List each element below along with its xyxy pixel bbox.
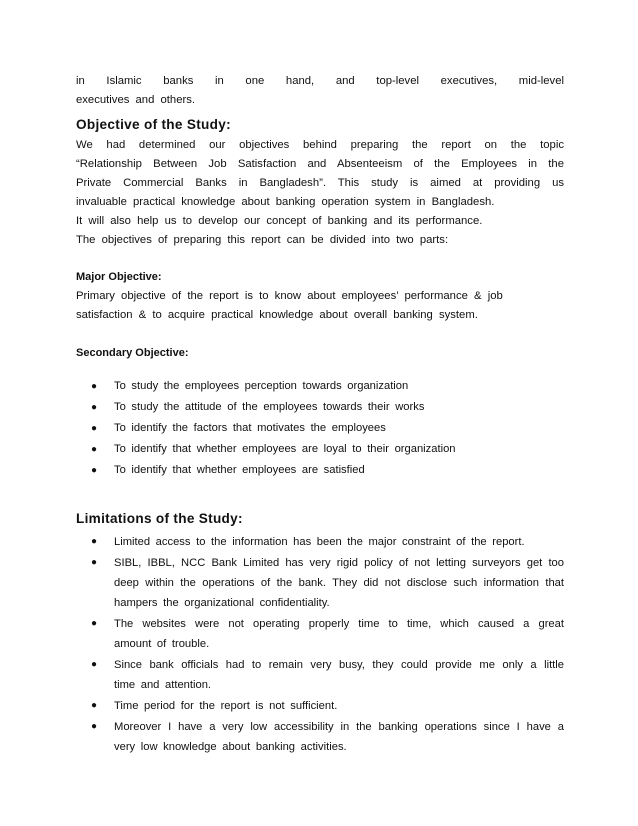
bullet-icon: ● bbox=[91, 659, 98, 670]
list-item-text: Limited access to the information has been the major constraint of the report. bbox=[114, 536, 525, 548]
bullet-icon: ● bbox=[91, 536, 98, 547]
list-item-text: Since bank officials had to remain very busy, they could provide me only a little time and attention. bbox=[114, 659, 564, 691]
list-item bbox=[76, 439, 564, 460]
bullet-icon: ● bbox=[91, 618, 98, 629]
limitations-heading: Limitations of the Study: bbox=[76, 511, 243, 526]
bullet-icon: ● bbox=[91, 721, 98, 732]
list-item bbox=[76, 717, 564, 757]
bullet-icon: ● bbox=[91, 465, 98, 476]
objective-line: invaluable practical knowledge about banking operation system in Bangladesh. bbox=[76, 196, 495, 208]
list-item bbox=[76, 418, 564, 439]
list-item-text: To study the employees perception towards organization bbox=[114, 380, 409, 392]
objective-heading: Objective of the Study: bbox=[76, 117, 231, 132]
list-item-text: The websites were not operating properly time to time, which caused a great amount of trouble. bbox=[114, 618, 564, 650]
list-item bbox=[76, 655, 564, 695]
major-objective-paragraph bbox=[76, 287, 564, 325]
secondary-objective-heading: Secondary Objective: bbox=[76, 347, 189, 359]
list-item bbox=[76, 614, 564, 654]
list-item-text: To identify that whether employees are satisfied bbox=[114, 464, 365, 476]
bullet-icon: ● bbox=[91, 700, 98, 711]
bullet-icon: ● bbox=[91, 557, 98, 568]
bullet-icon: ● bbox=[91, 444, 98, 455]
list-item bbox=[76, 397, 564, 418]
bullet-icon: ● bbox=[91, 402, 98, 413]
intro-line: executives and others. bbox=[76, 94, 196, 106]
bullet-icon: ● bbox=[91, 381, 98, 392]
intro-line: in Islamic banks in one hand, and top-level executives, mid-level bbox=[76, 75, 564, 87]
secondary-objective-list bbox=[76, 376, 564, 481]
list-item bbox=[76, 460, 564, 481]
list-item-text: To study the attitude of the employees towards their works bbox=[114, 401, 425, 413]
objective-line: Private Commercial Banks in Bangladesh”. This study is aimed at providing us bbox=[76, 177, 564, 189]
list-item-text: Time period for the report is not sufficient. bbox=[114, 700, 338, 712]
objective-line: “Relationship Between Job Satisfaction and Absenteeism of the Employees in the bbox=[76, 158, 564, 170]
list-item-text: To identify that whether employees are loyal to their organization bbox=[114, 443, 456, 455]
list-item-text: SIBL, IBBL, NCC Bank Limited has very rigid policy of not letting surveyors get too deep within the operations of the bank. They did not disclose such information that hampers the organizational confidentiality. bbox=[114, 557, 564, 609]
objective-line: The objectives of preparing this report can be divided into two parts: bbox=[76, 234, 449, 246]
objective-line: We had determined our objectives behind preparing the report on the topic bbox=[76, 139, 564, 151]
bullet-icon: ● bbox=[91, 423, 98, 434]
intro-paragraph bbox=[76, 72, 564, 110]
list-item bbox=[76, 376, 564, 397]
major-objective-line: satisfaction & to acquire practical knowledge about overall banking system. bbox=[76, 309, 478, 321]
list-item-text: Moreover I have a very low accessibility in the banking operations since I have a very low knowledge about banking activities. bbox=[114, 721, 564, 753]
objective-paragraph bbox=[76, 136, 564, 250]
limitations-list bbox=[76, 532, 564, 757]
major-objective-line: Primary objective of the report is to know about employees’ performance & job bbox=[76, 290, 503, 302]
list-item-text: To identify the factors that motivates the employees bbox=[114, 422, 386, 434]
list-item bbox=[76, 532, 564, 552]
list-item bbox=[76, 696, 564, 716]
major-objective-heading: Major Objective: bbox=[76, 271, 162, 283]
objective-line: It will also help us to develop our concept of banking and its performance. bbox=[76, 215, 483, 227]
list-item bbox=[76, 553, 564, 613]
document-page bbox=[76, 72, 564, 758]
